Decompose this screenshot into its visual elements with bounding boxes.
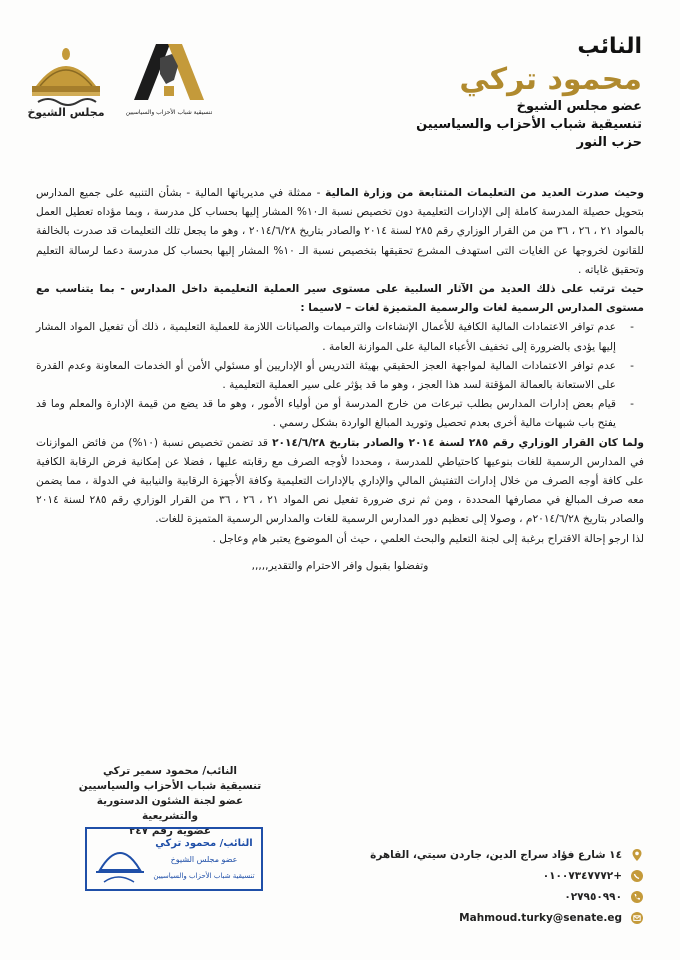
coordination-ribbon-logo-icon bbox=[126, 38, 212, 122]
email-icon bbox=[630, 911, 644, 925]
letterhead-role-coordination: تنسيقية شباب الأحزاب والسياسيين bbox=[416, 117, 642, 132]
contact-phone[interactable] bbox=[344, 886, 644, 907]
signature-membership: عضوية رقم ٢٤٧ bbox=[128, 825, 212, 837]
whatsapp-icon bbox=[630, 869, 644, 883]
contact-phone-text[interactable]: ٠٢٧٩٥٠٩٩٠ bbox=[564, 890, 622, 903]
bullet-item: - عدم توافر الاعتمادات المالية الكافية للأعمال الإنشاءات والترميمات والصيانات اللازمة للعملية التعليمية ، ذلك أن تفعيل المواد المشار إليها يؤدى بالضرورة إلى تخفيف الأعباء المالية على الموازنة العامة . bbox=[36, 318, 644, 356]
paragraph-decree bbox=[36, 434, 644, 530]
letter-body bbox=[36, 184, 644, 576]
signature-coordination: تنسيقية شباب الأحزاب والسياسيين bbox=[78, 780, 262, 792]
dome-logo-text: مجلس الشيوخ bbox=[27, 106, 105, 119]
contact-address-text: ١٤ شارع فؤاد سراج الدين، جاردن سيتي، القاهرة bbox=[370, 848, 622, 861]
paragraph-decree-lead: ولما كان القرار الوزاري رقم ٢٨٥ لسنة ٢٠١٤ والصادر بتاريخ ٢٠١٤/٦/٢٨ bbox=[272, 436, 645, 449]
contact-whatsapp-text[interactable]: ٠١٠٠٧٣٤٧٧٧٢+ bbox=[542, 869, 622, 882]
signature-committee: عضو لجنة الشئون الدستورية والتشريعية bbox=[96, 795, 244, 822]
paragraph-instructions bbox=[36, 184, 644, 280]
location-pin-icon bbox=[630, 848, 644, 862]
ribbon-logo-text: تنسيقية شباب الأحزاب والسياسيين bbox=[126, 109, 212, 116]
paragraph-effects: حيث ترتب على ذلك العديد من الآثار السلبية على مستوى سير العملية التعليمية داخل المدارس - بما يتناسب مع مستوى المدارس الرسمية لغات والرسمية المتميزة لغات – لاسيما : bbox=[36, 283, 644, 315]
bullet-item: - عدم توافر الاعتمادات المالية لمواجهة العجز الحقيقي بهيئة التدريس أو الإداريين أو مسئولي الأمن أو الخدمات المعاونة وعدم القدرة على الاستعانة بالعمالة المؤقتة لسد هذا العجز ، وهو ما قد يؤثر على سير العملية التعليمية . bbox=[36, 357, 644, 395]
stamp-role: عضو مجلس الشيوخ bbox=[170, 855, 238, 864]
bullet-item: - قيام بعض إدارات المدارس بطلب تبرعات من خارج المدرسة أو من أولياء الأمور ، وهو ما قد يضع من قيمة الإدارة والمعلم وما قد يفتح باب شبهات مالية أخرى بعدم تحصيل وتوريد المبالغ الواردة بشكل رسمي . bbox=[36, 395, 644, 433]
closing-greeting: وتفضلوا بقبول وافر الاحترام والتقدير,,,,, bbox=[251, 559, 429, 572]
contact-whatsapp[interactable] bbox=[344, 865, 644, 886]
contact-address bbox=[344, 844, 644, 865]
letterhead-role-senate: عضو مجلس الشيوخ bbox=[516, 99, 642, 114]
contact-info bbox=[344, 844, 644, 928]
phone-icon bbox=[630, 890, 644, 904]
letterhead bbox=[342, 34, 642, 152]
letterhead-name: محمود تركي bbox=[459, 62, 642, 97]
paragraph-instructions-lead: وحيث صدرت العديد من التعليمات المتتابعة من وزارة المالية bbox=[325, 187, 644, 199]
signature-name: النائب/ محمود سمير تركي bbox=[102, 765, 238, 777]
paragraph-request: لذا ارجو إحالة الاقتراح برغبة إلى لجنة التعليم والبحث العلمي ، حيث أن الموضوع يعتبر هام وعاجل . bbox=[212, 532, 644, 545]
paragraph-instructions-rest: - ممثلة في مديرياتها المالية - بشأن التنبيه على جميع المدارس بتحويل حصيلة المدرسة كاملة إلى الإدارات التعليمية دون تخصيص نسبة الـ١٠% المشار إليها بحساب كل مدرسة ، وبما مؤداه تعطيل العمل بالمواد ٢١ ، ٢٦ ، ٣٦ من من القرار الوزاري رقم ٢٨٥ لسنة ٢٠١٤ والصادر بتاريخ ٢٠١٤/٦/٢٨ ، وهو ما يجعل تلك التعليمات قد صدرت بالخالفة للقانون لخروجها عن الغايات التى استهدف المشرع تحقيقها بتخصيص نسبة الـ ١٠% المشار إليها بحساب كل مدرسة دعما لرسالة التعليم وتحقيق غاياته . bbox=[36, 187, 645, 276]
paragraph-decree-rest: قد تضمن تخصيص نسبة (١٠%) من فائض الموازنات في المدارس الرسمية للغات بنوعيها كاحتياطي للمدرسة ، ومحددا لأوجه الصرف مع رقابته عليها ، فضلا عن إمكانية فرض الرقابة الكافية على كافة أوجه الصرف من خلال إدارات التفتيش المالي والإداري بالإدارات التعليمية وكافة الأجهزة الرقابية والنيابية في الدولة ، مما يضمن معه صرف المبالغ في مصارفها المحددة ، ومن ثم نرى ضرورة تفعيل نص المواد ٢١ ، ٢٦ ، ٣٦ من القرار الوزاري رقم ٢٨٥ لسنة ٢٠١٤ والصادر بتاريخ ٢٠١٤/٦/٢٨م ، وصولا إلى تعظيم دور المدارس الرسمية للغات والمدارس الرسمية المتميزة للغات. bbox=[36, 436, 645, 526]
contact-email[interactable] bbox=[344, 907, 644, 928]
letterhead-party: حزب النور bbox=[576, 135, 642, 150]
senate-dome-logo-icon bbox=[24, 42, 108, 120]
letterhead-title: النائب bbox=[577, 34, 642, 59]
official-stamp bbox=[84, 826, 264, 892]
stamp-title: النائب/ محمود تركي bbox=[155, 838, 253, 849]
stamp-coordination: تنسيقية شباب الأحزاب والسياسيين bbox=[153, 872, 255, 880]
contact-email-text[interactable]: Mahmoud.turky@senate.eg bbox=[459, 911, 622, 924]
